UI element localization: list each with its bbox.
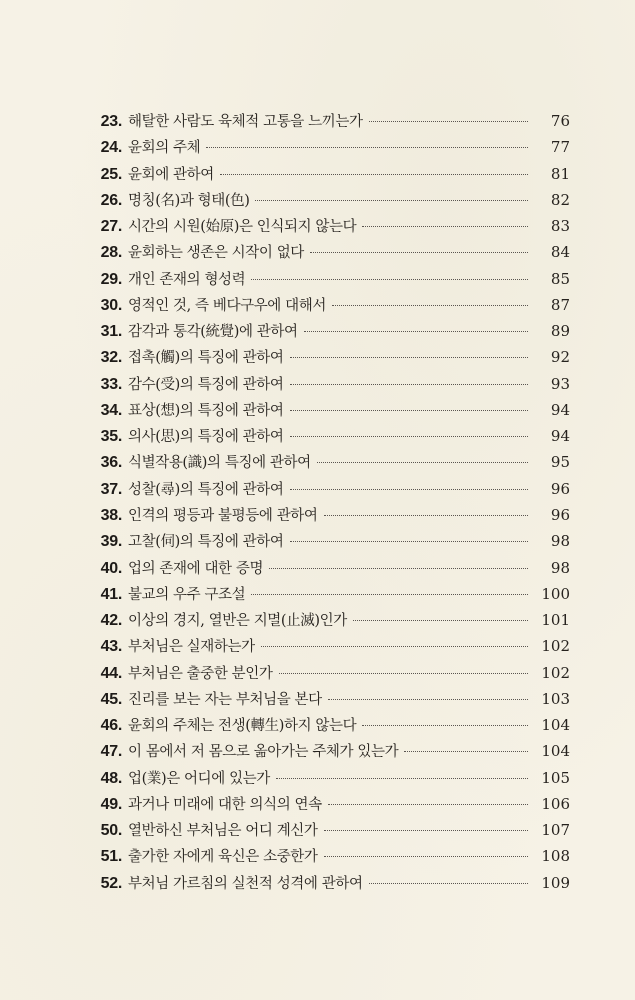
- entry-number: 32.: [100, 349, 122, 367]
- toc-entry: [88, 371, 570, 397]
- dot-leader: [369, 883, 528, 884]
- entry-number: 37.: [100, 480, 122, 498]
- entry-page-number: 102: [541, 663, 570, 682]
- dot-leader: [261, 646, 528, 647]
- entry-page-number: 77: [550, 138, 570, 157]
- dot-leader: [276, 778, 528, 779]
- toc-entry: [88, 476, 570, 502]
- dot-leader: [353, 620, 528, 621]
- toc-entry: [88, 581, 570, 607]
- toc-entry: [88, 791, 570, 817]
- entry-number: 47.: [100, 743, 122, 761]
- entry-page-number: 94: [550, 427, 570, 446]
- entry-page-number: 104: [541, 716, 570, 735]
- toc-entry: [88, 633, 570, 659]
- entry-page-number: 101: [541, 611, 570, 630]
- entry-page-number: 85: [550, 269, 570, 288]
- entry-title: 진리를 보는 자는 부처님을 본다: [128, 691, 322, 708]
- entry-number: 36.: [100, 454, 122, 472]
- dot-leader: [328, 804, 528, 805]
- entry-page-number: 108: [541, 847, 570, 866]
- entry-page-number: 96: [550, 505, 570, 524]
- dot-leader: [290, 436, 529, 437]
- entry-number: 39.: [100, 533, 122, 551]
- entry-page-number: 89: [550, 322, 570, 341]
- dot-leader: [304, 331, 528, 332]
- toc-entry: [88, 213, 570, 239]
- dot-leader: [290, 541, 529, 542]
- entry-title: 표상(想)의 특징에 관하여: [128, 402, 284, 419]
- entry-number: 46.: [100, 717, 122, 735]
- toc-entry: [88, 239, 570, 265]
- dot-leader: [362, 725, 528, 726]
- entry-title: 감수(受)의 특징에 관하여: [128, 376, 284, 393]
- dot-leader: [251, 279, 528, 280]
- entry-title: 명칭(名)과 형태(色): [128, 192, 250, 209]
- dot-leader: [310, 252, 528, 253]
- toc-entry: [88, 318, 570, 344]
- toc-entry: [88, 843, 570, 869]
- entry-page-number: 84: [550, 243, 570, 262]
- entry-number: 31.: [100, 323, 122, 341]
- entry-number: 34.: [100, 401, 122, 419]
- entry-title: 이 몸에서 저 몸으로 옮아가는 주체가 있는가: [128, 744, 399, 761]
- entry-page-number: 87: [550, 295, 570, 314]
- entry-title: 윤회의 주체: [128, 140, 201, 157]
- entry-number: 41.: [100, 585, 122, 603]
- dot-leader: [290, 357, 529, 358]
- toc-entry: [88, 738, 570, 764]
- entry-number: 38.: [100, 506, 122, 524]
- entry-title: 시간의 시원(始原)은 인식되지 않는다: [128, 219, 357, 236]
- toc-entry: [88, 423, 570, 449]
- entry-number: 50.: [100, 822, 122, 840]
- entry-page-number: 104: [541, 742, 570, 761]
- entry-title: 성찰(尋)의 특징에 관하여: [128, 481, 284, 498]
- dot-leader: [255, 200, 528, 201]
- entry-title: 과거나 미래에 대한 의식의 연속: [128, 796, 322, 813]
- entry-number: 42.: [100, 612, 122, 630]
- entry-number: 52.: [100, 874, 122, 892]
- dot-leader: [324, 856, 528, 857]
- entry-page-number: 105: [541, 768, 570, 787]
- toc-entry: [88, 555, 570, 581]
- dot-leader: [324, 830, 528, 831]
- toc-entry: [88, 108, 570, 134]
- entry-title: 영적인 것, 즉 베다구우에 대해서: [128, 297, 326, 314]
- entry-number: 40.: [100, 559, 122, 577]
- entry-number: 48.: [100, 769, 122, 787]
- toc-entry: [88, 502, 570, 528]
- dot-leader: [324, 515, 528, 516]
- entry-title: 출가한 자에게 육신은 소중한가: [128, 849, 318, 866]
- dot-leader: [269, 568, 528, 569]
- entry-title: 부처님 가르침의 실천적 성격에 관하여: [128, 875, 363, 892]
- entry-title: 접촉(觸)의 특징에 관하여: [128, 350, 284, 367]
- toc-entry: [88, 870, 570, 896]
- entry-page-number: 92: [550, 348, 570, 367]
- entry-number: 43.: [100, 638, 122, 656]
- entry-page-number: 98: [550, 532, 570, 551]
- entry-title: 부처님은 실재하는가: [128, 639, 255, 656]
- entry-title: 열반하신 부처님은 어디 계신가: [128, 823, 318, 840]
- dot-leader: [404, 751, 528, 752]
- entry-page-number: 76: [550, 112, 570, 130]
- toc-entry: [88, 817, 570, 843]
- entry-number: 24.: [100, 139, 122, 157]
- dot-leader: [328, 699, 528, 700]
- entry-title: 식별작용(識)의 특징에 관하여: [128, 455, 311, 472]
- toc-entry: [88, 344, 570, 370]
- entry-number: 33.: [100, 375, 122, 393]
- table-of-contents: [88, 108, 570, 896]
- dot-leader: [279, 673, 529, 674]
- dot-leader: [290, 489, 529, 490]
- entry-page-number: 93: [550, 374, 570, 393]
- entry-number: 49.: [100, 795, 122, 813]
- toc-entry: [88, 397, 570, 423]
- toc-entry: [88, 712, 570, 738]
- entry-title: 업(業)은 어디에 있는가: [128, 770, 270, 787]
- entry-number: 45.: [100, 690, 122, 708]
- toc-entry: [88, 607, 570, 633]
- entry-page-number: 102: [541, 637, 570, 656]
- toc-entry: [88, 528, 570, 554]
- entry-page-number: 107: [541, 821, 570, 840]
- dot-leader: [317, 462, 528, 463]
- entry-number: 23.: [100, 113, 122, 130]
- dot-leader: [220, 174, 528, 175]
- entry-number: 26.: [100, 191, 122, 209]
- entry-page-number: 96: [550, 479, 570, 498]
- toc-entry: [88, 134, 570, 160]
- toc-entry: [88, 660, 570, 686]
- entry-page-number: 83: [550, 217, 570, 236]
- entry-title: 윤회의 주체는 전생(轉生)하지 않는다: [128, 718, 357, 735]
- dot-leader: [332, 305, 528, 306]
- entry-page-number: 82: [550, 190, 570, 209]
- entry-page-number: 98: [550, 558, 570, 577]
- entry-page-number: 109: [541, 873, 570, 892]
- toc-entry: [88, 187, 570, 213]
- entry-page-number: 81: [550, 164, 570, 183]
- entry-page-number: 94: [550, 400, 570, 419]
- dot-leader: [369, 121, 528, 122]
- entry-number: 25.: [100, 165, 122, 183]
- entry-page-number: 95: [550, 453, 570, 472]
- entry-number: 28.: [100, 244, 122, 262]
- entry-number: 35.: [100, 428, 122, 446]
- entry-title: 업의 존재에 대한 증명: [128, 560, 264, 577]
- entry-title: 윤회하는 생존은 시작이 없다: [128, 245, 304, 262]
- entry-title: 인격의 평등과 불평등에 관하여: [128, 507, 318, 524]
- dot-leader: [206, 147, 528, 148]
- entry-title: 개인 존재의 형성력: [128, 271, 246, 288]
- entry-title: 윤회에 관하여: [128, 166, 214, 183]
- entry-title: 불교의 우주 구조설: [128, 586, 246, 603]
- toc-entry: [88, 161, 570, 187]
- entry-title: 고찰(伺)의 특징에 관하여: [128, 534, 284, 551]
- dot-leader: [251, 594, 528, 595]
- entry-number: 51.: [100, 848, 122, 866]
- dot-leader: [290, 410, 529, 411]
- toc-entry: [88, 449, 570, 475]
- toc-entry: [88, 266, 570, 292]
- toc-entry: [88, 686, 570, 712]
- entry-title: 부처님은 출중한 분인가: [128, 665, 273, 682]
- entry-title: 의사(思)의 특징에 관하여: [128, 429, 284, 446]
- dot-leader: [362, 226, 528, 227]
- entry-page-number: 100: [541, 584, 570, 603]
- dot-leader: [290, 384, 529, 385]
- entry-page-number: 103: [541, 689, 570, 708]
- entry-title: 해탈한 사람도 육체적 고통을 느끼는가: [128, 114, 363, 130]
- entry-number: 27.: [100, 218, 122, 236]
- entry-number: 29.: [100, 270, 122, 288]
- entry-title: 감각과 통각(統覺)에 관하여: [128, 324, 298, 341]
- toc-entry: [88, 292, 570, 318]
- entry-number: 44.: [100, 664, 122, 682]
- toc-entry: [88, 765, 570, 791]
- entry-number: 30.: [100, 296, 122, 314]
- entry-page-number: 106: [541, 794, 570, 813]
- entry-title: 이상의 경지, 열반은 지멸(止滅)인가: [128, 613, 347, 630]
